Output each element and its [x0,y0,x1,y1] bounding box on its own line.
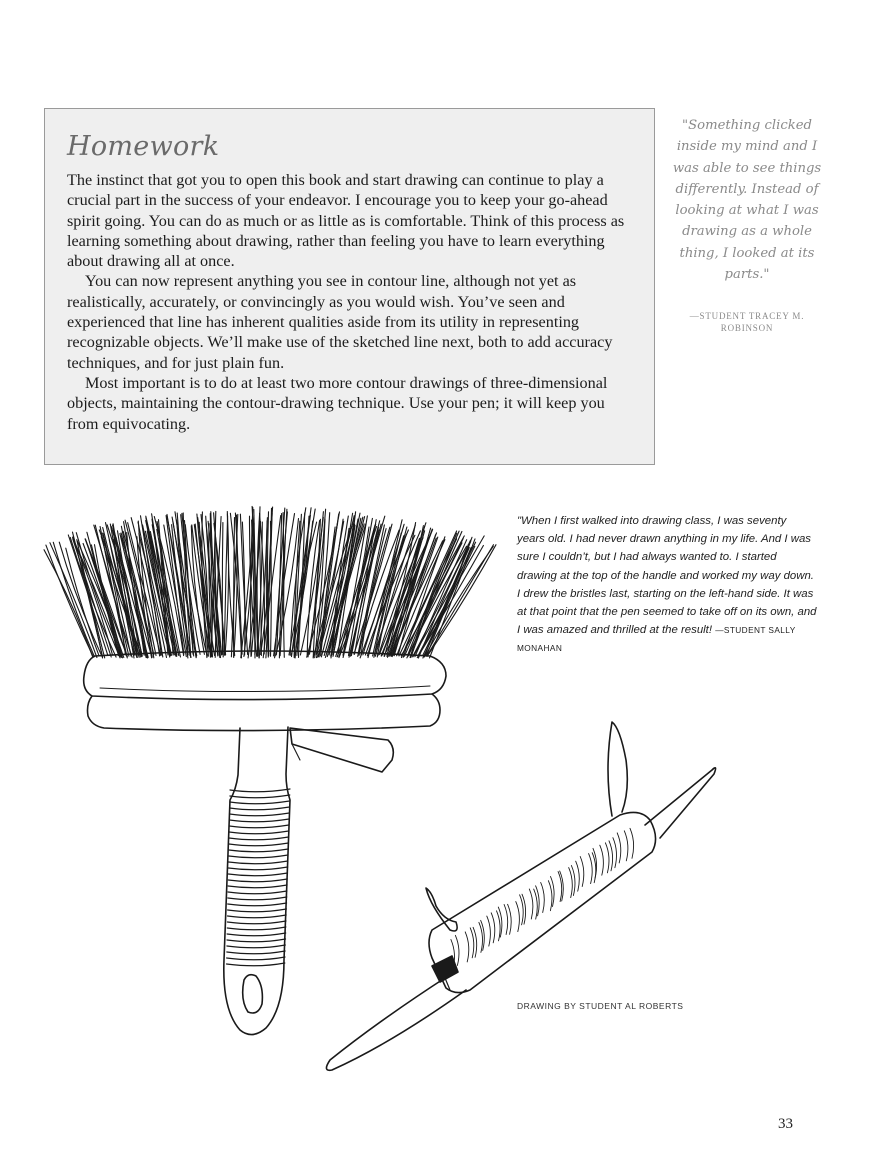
grip-ring [227,963,285,966]
side-quote-credit: —STUDENT TRACEY M. ROBINSON [689,311,805,333]
wood-grain-stroke [617,833,621,863]
wood-grain-stroke [624,831,628,861]
homework-paragraph-2: You can now represent anything you see in contour line, although not yet as realistically, accurately, or convincingly as you would wish. You’ve seen and experienced that line has inherent qualities aside from its utility in representing recognizable objects. We’ll make use of the sketched line next, both to add accuracy techniques, and for just plain fun. [67,272,613,372]
wood-grain-stroke [541,883,545,913]
bristle-stroke [251,507,253,656]
grip-ring [227,957,285,960]
wood-grain-stroke [551,877,555,907]
wood-grain-stroke [576,861,580,891]
grip-ring [229,861,288,864]
grip-ring [228,891,287,894]
grip-ring [230,789,290,792]
grip-ring [229,819,289,822]
wood-grain-stroke [479,922,483,952]
grip-ring [227,927,286,930]
wood-grain-stroke [470,928,474,958]
monahan-quote-credit: —STUDENT SALLY MONAHAN [517,625,796,654]
brush-bristles [44,506,496,658]
wood-grain-stroke [455,935,459,965]
wood-grain-stroke [487,916,491,946]
wood-grain-stroke [520,895,524,925]
wood-grain-stroke [593,848,597,878]
pocket-knife-drawing [326,722,715,1070]
wood-grain-stroke [630,828,634,858]
grip-ring [228,879,287,882]
grip-ring [228,915,287,918]
grip-ring [227,933,286,936]
handle-grip-rings [227,789,291,966]
brush-drawing [44,506,496,1034]
wood-grain-stroke [491,913,495,943]
grip-ring [230,801,290,804]
grip-ring [229,855,288,858]
wood-grain-stroke [600,845,604,875]
grip-ring [227,945,285,948]
wood-grain-stroke [605,843,609,873]
grip-ring [230,807,290,810]
grip-ring [227,939,286,942]
side-quote: "Something clicked inside my mind and I was able to see things differently. Instead of looking at what I was drawing as a whole thing, I looked at its parts." [672,118,822,283]
grip-ring [229,849,288,852]
wood-grain-stroke [613,838,617,868]
grip-ring [227,921,286,924]
wood-grain-stroke [589,854,593,884]
wood-grain-stroke [529,889,533,919]
drawing-credit: DRAWING BY STUDENT AL ROBERTS [517,1001,684,1011]
wood-grain-stroke [609,841,613,871]
grip-ring [228,903,287,906]
grip-ring [229,843,289,846]
grip-ring [228,897,287,900]
grip-ring [230,813,290,816]
wood-grain-stroke [569,868,573,898]
wood-grain-stroke [580,857,584,887]
wood-grain-stroke [548,881,552,911]
homework-paragraph-3: Most important is to do at least two more contour drawings of three-dimensional objects, maintaining the contour-drawing technique. Use your pen; it will keep you from equivocating. [67,373,608,433]
grip-ring [228,885,287,888]
wood-grain-stroke [508,904,512,934]
grip-ring [229,837,289,840]
page-number: 33 [778,1116,793,1132]
homework-paragraph-1: The instinct that got you to open this book and start drawing can continue to play a crucial part in the success of your endeavor. I encourage you to keep your go-ahead spirit going. You can do as much or as little as is comfortable. Think of this process as learning something about drawing, rather than feeling you have to learn everything about drawing all at once. [67,171,625,271]
bristle-stroke [284,509,287,657]
grip-ring [227,951,285,954]
wood-grain-stroke [516,902,520,932]
grip-ring [228,867,287,870]
wood-grain-stroke [504,905,508,935]
grip-ring [229,825,289,828]
homework-title: Homework [67,131,220,162]
grip-ring [229,831,289,834]
grip-ring [230,795,290,798]
grip-ring [228,909,287,912]
wood-grain-stroke [465,932,469,962]
knife-handle-texture [451,828,634,969]
wood-grain-stroke [497,911,501,941]
grip-ring [228,873,287,876]
monahan-quote-text: "When I first walked into drawing class, I was seventy years old. I had never drawn anything in my life. And I was sure I couldn’t, but I had always wanted to. I started drawing at the top of the handle and worked my way down. I drew the bristles last, starting on the left-hand side. It was at that point that the pen seemed to take off on its own, and I was amazed and thrilled at the result! [517,515,817,637]
wood-grain-stroke [534,889,538,919]
